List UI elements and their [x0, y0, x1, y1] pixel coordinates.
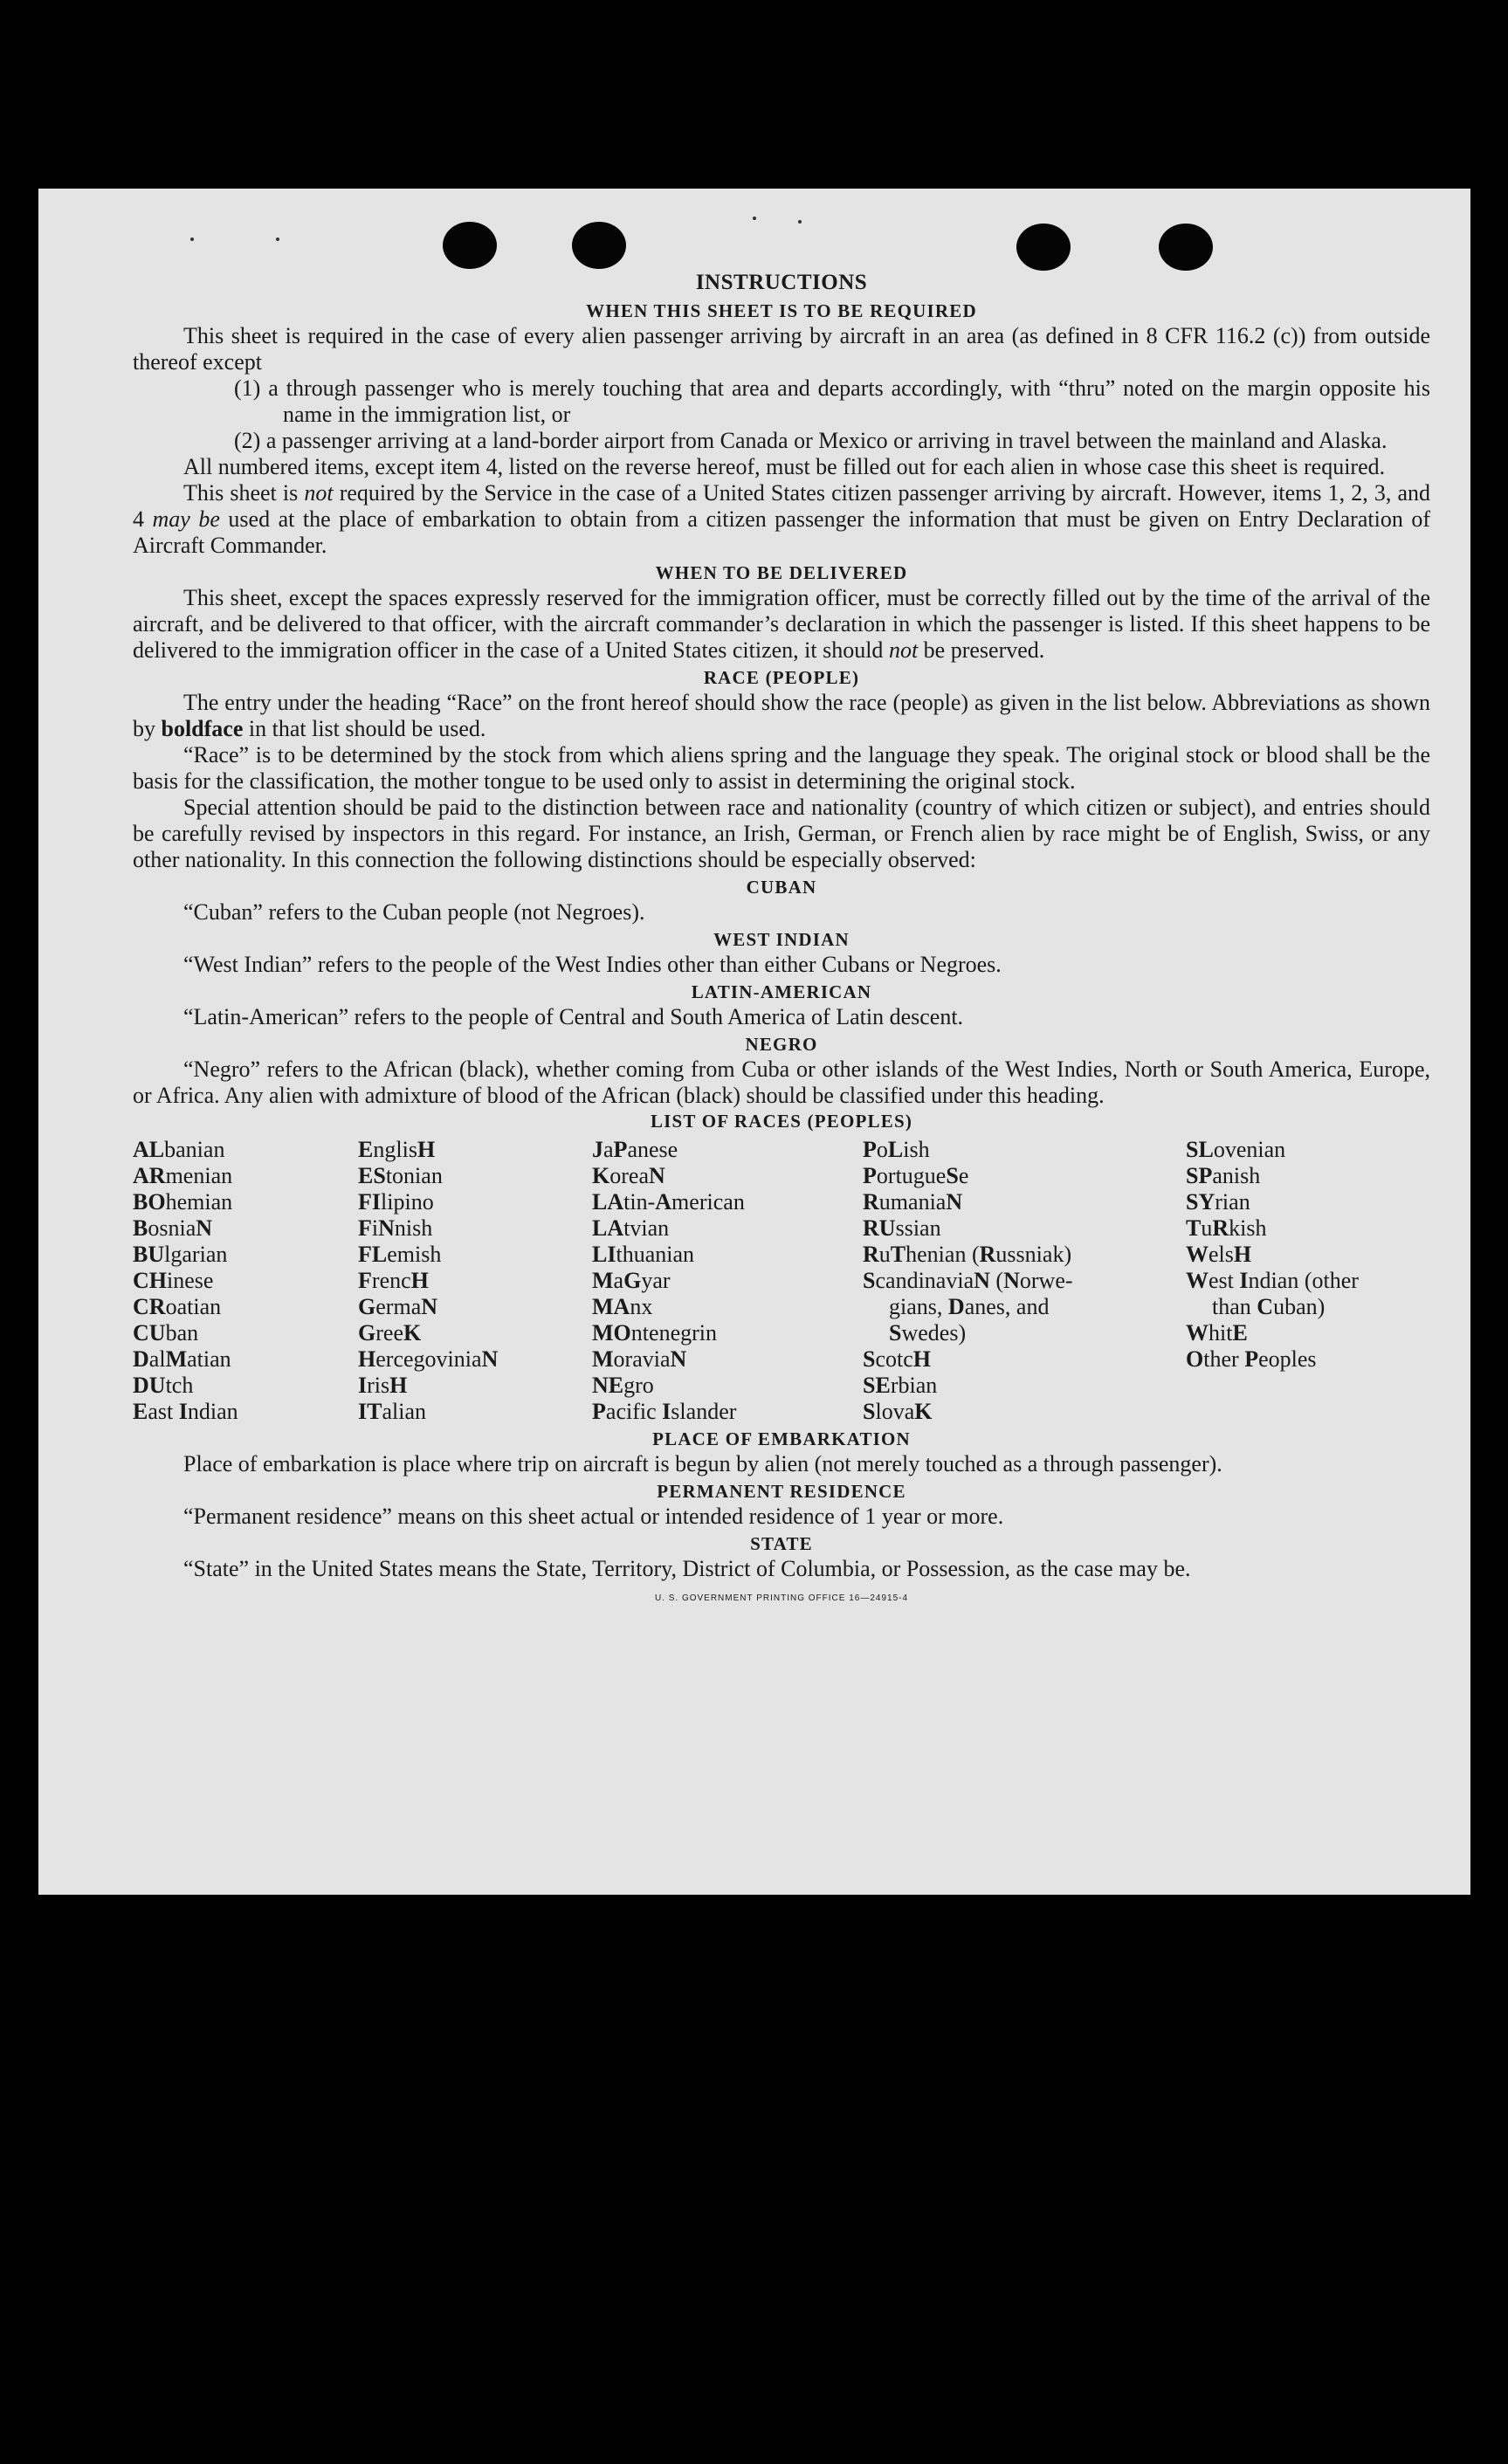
section-heading: WHEN TO BE DELIVERED — [655, 562, 908, 583]
race-entry: PortugueSe — [863, 1163, 969, 1188]
text-run-bold: boldface — [161, 716, 244, 741]
race-entry: RumaniaN — [863, 1189, 963, 1215]
text-run: This sheet, except the spaces expressly reserved for the immigration officer, must be correctly filled out by the time of the arrival of the aircraft, and be delivered to that officer, with the aircraft commander’s declaration in which the passenger is listed. If this sheet happens to be delivered to the immigration officer in the case of a United States citizen, it should — [133, 585, 1430, 663]
paragraph: All numbered items, except item 4, listed on the reverse hereof, must be filled out for each alien in whose case this sheet is required. — [183, 454, 1386, 479]
race-entry: NEgro — [592, 1373, 654, 1398]
race-entry: TuRkish — [1186, 1215, 1267, 1241]
race-entry: ITalian — [358, 1399, 427, 1424]
punch-hole — [443, 222, 497, 269]
race-entry: FiNnish — [358, 1215, 433, 1241]
race-entry: EnglisH — [358, 1137, 436, 1162]
punch-hole — [1016, 224, 1071, 271]
race-entry: EStonian — [358, 1163, 443, 1188]
race-entry: ARmenian — [133, 1163, 233, 1188]
race-entry: CUban — [133, 1320, 199, 1346]
race-entry: West Indian (other — [1186, 1268, 1359, 1293]
speck — [798, 220, 802, 224]
race-entry: Pacific Islander — [592, 1399, 737, 1424]
text-run: in that list should be used. — [243, 716, 486, 741]
printer-imprint: U. S. GOVERNMENT PRINTING OFFICE 16—24915-4 — [654, 1593, 909, 1603]
paragraph: Place of embarkation is place where trip on aircraft is begun by alien (not merely touched as a through passenger). — [183, 1451, 1222, 1476]
race-entry: Swedes) — [889, 1320, 967, 1346]
race-entry: ScotcH — [863, 1346, 932, 1372]
race-entry: KoreaN — [592, 1163, 665, 1188]
race-entry: LAtin-American — [592, 1189, 745, 1215]
paragraph: “Latin-American” refers to the people of Central and South America of Latin descent. — [183, 1004, 964, 1029]
race-entry: HercegoviniaN — [358, 1346, 499, 1372]
races-column — [1186, 1137, 1430, 1425]
race-entry: BOhemian — [133, 1189, 233, 1215]
race-entry: Other Peoples — [1186, 1346, 1317, 1372]
race-entry: GermaN — [358, 1294, 438, 1319]
race-entry: MoraviaN — [592, 1346, 687, 1372]
paragraph: This sheet is required in the case of every alien passenger arriving by aircraft in an area (as defined in 8 CFR 116.2 (c)) from outside thereof except — [133, 323, 1430, 375]
text-run: The entry under the heading “Race” on the front hereof should show the race (people) as given in the list below. Abbreviations as shown by — [133, 690, 1430, 741]
speck — [190, 237, 194, 241]
punch-hole — [572, 222, 626, 269]
section-heading: CUBAN — [746, 877, 817, 898]
race-entry: GreeK — [358, 1320, 422, 1346]
text-run: required by the Service in the case of a United States citizen passenger arriving by aircraft. However, items 1, 2, 3, and 4 — [133, 480, 1430, 532]
paragraph: Special attention should be paid to the distinction between race and nationality (country of which citizen or subject), and entries should be carefully revised by inspectors in this regard. For instance, an Irish, German, or French alien by race might be of English, Swiss, or any other nationality. In this connection the following distinctions should be especially observed: — [133, 795, 1430, 872]
instructions-body — [133, 269, 1430, 1612]
speck — [276, 237, 279, 241]
paragraph: “West Indian” refers to the people of the West Indies other than either Cubans or Negroes. — [183, 952, 1002, 977]
race-entry: BUlgarian — [133, 1242, 228, 1267]
race-entry: than Cuban) — [1212, 1294, 1326, 1319]
section-heading: WEST INDIAN — [713, 929, 850, 950]
document-sheet — [38, 189, 1470, 1895]
list-item: (1) a through passenger who is merely touching that area and departs accordingly, with “thru” noted on the margin opposite his name in the immigration list, or — [234, 375, 1430, 427]
race-entry: MaGyar — [592, 1268, 671, 1293]
race-entry: WhitE — [1186, 1320, 1248, 1346]
section-heading: NEGRO — [745, 1034, 818, 1055]
text-run-italic: may be — [152, 506, 220, 532]
section-heading: LIST OF RACES (PEOPLES) — [650, 1111, 913, 1132]
races-list — [133, 1137, 1430, 1425]
races-column — [358, 1137, 592, 1425]
race-entry: LAtvian — [592, 1215, 670, 1241]
race-entry: ScandinaviaN (Norwe- — [863, 1268, 1073, 1293]
section-heading: WHEN THIS SHEET IS TO BE REQUIRED — [586, 300, 977, 321]
race-entry: JaPanese — [592, 1137, 678, 1162]
race-entry: ALbanian — [133, 1137, 225, 1162]
text-run-italic: not — [888, 637, 919, 663]
race-entry: CRoatian — [133, 1294, 222, 1319]
race-entry: SLovenian — [1186, 1137, 1286, 1162]
race-entry: SPanish — [1186, 1163, 1261, 1188]
race-entry: CHinese — [133, 1268, 214, 1293]
paragraph: “Cuban” refers to the Cuban people (not Negroes). — [183, 899, 645, 925]
punch-hole — [1159, 224, 1213, 271]
section-heading: STATE — [750, 1533, 813, 1554]
race-entry: FrencH — [358, 1268, 429, 1293]
speck — [753, 217, 756, 220]
race-entry: FIlipino — [358, 1189, 434, 1215]
race-entry: IrisH — [358, 1373, 408, 1398]
race-entry: FLemish — [358, 1242, 442, 1267]
race-entry: SYrian — [1186, 1189, 1250, 1215]
list-item: (2) a passenger arriving at a land-border airport from Canada or Mexico or arriving in travel between the mainland and Alaska. — [234, 428, 1387, 453]
race-entry: DUtch — [133, 1373, 194, 1398]
paragraph: “Negro” refers to the African (black), whether coming from Cuba or other islands of the West Indies, North or South America, Europe, or Africa. Any alien with admixture of blood of the African (black) should be classified under this heading. — [133, 1056, 1430, 1108]
race-entry: SlovaK — [863, 1399, 933, 1424]
race-entry: SErbian — [863, 1373, 938, 1398]
race-entry: RUssian — [863, 1215, 941, 1241]
paragraph — [133, 690, 1430, 742]
races-column — [592, 1137, 863, 1425]
text-run-italic: not — [304, 480, 334, 506]
races-column — [863, 1137, 1186, 1425]
race-entry: MOntenegrin — [592, 1320, 718, 1346]
paragraph: “Permanent residence” means on this sheet actual or intended residence of 1 year or more. — [183, 1504, 1004, 1529]
paragraph — [133, 480, 1430, 559]
race-entry: BosniaN — [133, 1215, 213, 1241]
paragraph: “State” in the United States means the State, Territory, District of Columbia, or Possession, as the case may be. — [183, 1556, 1191, 1581]
race-entry: RuThenian (Russniak) — [863, 1242, 1072, 1267]
text-run: This sheet is — [183, 480, 305, 506]
section-heading: PLACE OF EMBARKATION — [652, 1428, 911, 1449]
section-heading: PERMANENT RESIDENCE — [657, 1481, 906, 1502]
section-heading: LATIN-AMERICAN — [691, 981, 872, 1002]
text-run: be preserved. — [918, 637, 1045, 663]
paragraph: “Race” is to be determined by the stock from which aliens spring and the language they speak. The original stock or blood shall be the basis for the classification, the mother tongue to be used only to assist in determining the original stock. — [133, 742, 1430, 794]
race-entry: gians, Danes, and — [889, 1294, 1050, 1319]
races-column — [133, 1137, 358, 1425]
race-entry: LIthuanian — [592, 1242, 695, 1267]
section-heading: RACE (PEOPLE) — [703, 667, 860, 688]
race-entry: MAnx — [592, 1294, 653, 1319]
race-entry: PoLish — [863, 1137, 930, 1162]
race-entry: WelsH — [1186, 1242, 1252, 1267]
race-entry: DalMatian — [133, 1346, 231, 1372]
race-entry: East Indian — [133, 1399, 238, 1424]
page-title: INSTRUCTIONS — [695, 271, 868, 294]
paragraph — [133, 585, 1430, 664]
text-run: used at the place of embarkation to obtain from a citizen passenger the information that must be given on Entry Declaration of Aircraft Commander. — [133, 506, 1430, 558]
